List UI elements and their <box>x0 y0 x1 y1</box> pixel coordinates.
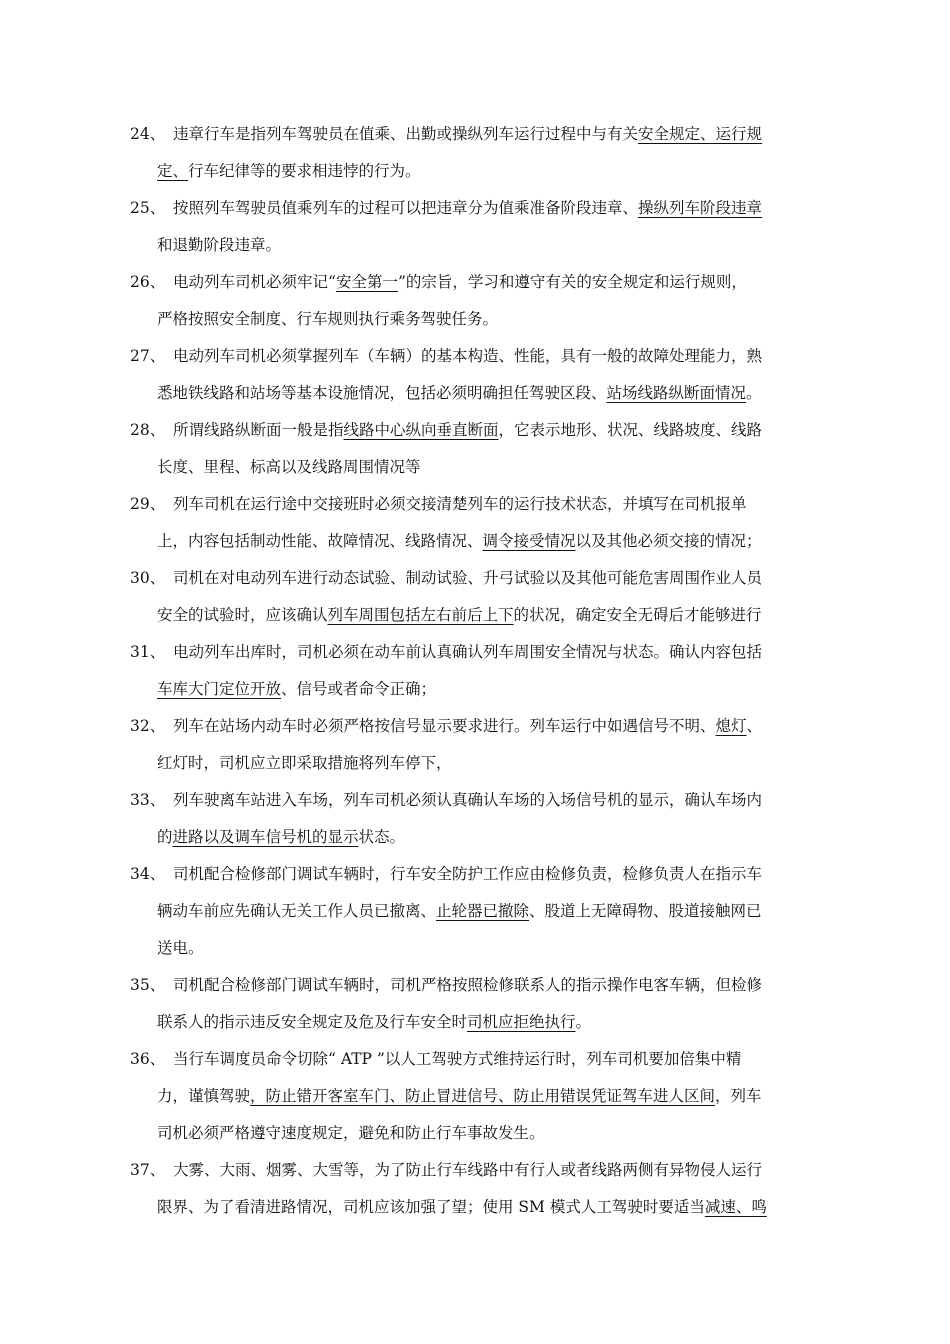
question-list <box>130 116 808 1226</box>
item-continuation-line <box>130 449 808 486</box>
item-number: 26、 <box>130 273 166 291</box>
item-text: 司机在对电动列车进行动态试验、制动试验、升弓试验以及其他可能危害周围作业人员 <box>173 569 763 587</box>
item-number: 37、 <box>130 1161 166 1179</box>
underlined-answer: 安全第一 <box>335 273 398 291</box>
item-continuation-line <box>130 1189 808 1226</box>
item-first-line <box>130 1041 808 1078</box>
item-text: 严格按照安全制度、行车规则执行乘务驾驶任务。 <box>157 310 499 328</box>
item-text: 力，谨慎驾驶 <box>157 1087 251 1105</box>
item-continuation-line <box>130 1004 808 1041</box>
item-text: ”的宗旨，学习和遵守有关的安全规定和运行规则， <box>397 273 747 291</box>
list-item <box>130 708 808 782</box>
list-item <box>130 634 808 708</box>
item-text: 司机必须严格遵守速度规定，避免和防止行车事故发生。 <box>157 1124 545 1142</box>
item-text: 限界、为了看清进路情况，司机应该加强了望；使用 SM 模式人工驾驶时要适当 <box>157 1198 705 1216</box>
underlined-answer: 线路中心纵向垂直断面 <box>343 421 499 439</box>
underlined-answer: 进路以及调车信号机的显示 <box>172 828 359 846</box>
item-text: 司机配合检修部门调试车辆时，行车安全防护工作应由检修负责，检修负责人在指示车 <box>173 865 763 883</box>
item-number: 33、 <box>130 791 166 809</box>
item-text: 上，内容包括制动性能、故障情况、线路情况、 <box>157 532 483 550</box>
list-item <box>130 412 808 486</box>
item-continuation-line <box>130 745 808 782</box>
item-continuation-line <box>130 597 808 634</box>
item-first-line <box>130 264 808 301</box>
underlined-answer: 止轮器已撤除 <box>436 902 530 920</box>
item-text: 。 <box>746 384 762 402</box>
underlined-answer: 车库大门定位开放 <box>157 680 282 698</box>
item-first-line <box>130 634 808 671</box>
item-text: 电动列车出库时，司机必须在动车前认真确认列车周围安全情况与状态。确认内容包括 <box>173 643 763 661</box>
item-text: 、 <box>746 717 763 735</box>
item-text: 以及其他必须交接的情况； <box>575 532 762 550</box>
item-number: 30、 <box>130 569 166 587</box>
item-text: 安全的试验时，应该确认 <box>157 606 328 624</box>
item-text: 的 <box>157 828 173 846</box>
item-text: 悉地铁线路和站场等基本设施情况，包括必须明确担任驾驶区段、 <box>157 384 607 402</box>
item-continuation-line <box>130 819 808 856</box>
list-item <box>130 782 808 856</box>
item-text: 送电。 <box>157 939 204 957</box>
item-text: 违章行车是指列车驾驶员在值乘、出勤或操纵列车运行过程中与有关 <box>173 125 639 143</box>
list-item <box>130 486 808 560</box>
item-text: 所谓线路纵断面一般是指 <box>173 421 344 439</box>
underlined-answer: 列车周围包括左右前后上下 <box>327 606 514 624</box>
list-item <box>130 338 808 412</box>
item-continuation-line <box>130 301 808 338</box>
underlined-answer: 熄灯 <box>715 717 747 735</box>
item-text: 的状况，确定安全无碍后才能够进行 <box>513 606 762 624</box>
item-continuation-line <box>130 1078 808 1115</box>
underlined-answer: 操纵列车阶段违章 <box>638 199 763 217</box>
item-text: 行车纪律等的要求相违悖的行为。 <box>188 162 421 180</box>
item-text: 大雾、大雨、烟雾、大雪等，为了防止行车线路中有行人或者线路两侧有异物侵人运行 <box>173 1161 763 1179</box>
item-first-line <box>130 190 808 227</box>
underlined-answer: 安全规定、运行规 <box>638 125 763 143</box>
list-item <box>130 264 808 338</box>
item-first-line <box>130 708 808 745</box>
item-text: 列车在站场内动车时必须严格按信号显示要求进行。列车运行中如遇信号不明、 <box>173 717 716 735</box>
item-number: 25、 <box>130 199 166 217</box>
item-text: 、股道上无障碍物、股道接触网已 <box>529 902 762 920</box>
list-item <box>130 856 808 967</box>
item-text: 长度、里程、标高以及线路周围情况等 <box>157 458 421 476</box>
item-first-line <box>130 782 808 819</box>
underlined-answer: 减速、鸣 <box>704 1198 767 1216</box>
item-number: 35、 <box>130 976 166 994</box>
item-number: 32、 <box>130 717 166 735</box>
list-item <box>130 967 808 1041</box>
item-continuation-line <box>130 930 808 967</box>
item-text: 红灯时，司机应立即采取措施将列车停下， <box>157 754 452 772</box>
item-number: 24、 <box>130 125 166 143</box>
underlined-answer: ，防止错开客室车门、防止冒进信号、防止用错误凭证驾车进人区间 <box>250 1087 716 1105</box>
item-text: 司机配合检修部门调试车辆时，司机严格按照检修联系人的指示操作电客车辆，但检修 <box>173 976 763 994</box>
item-first-line <box>130 116 808 153</box>
item-text: 列车司机在运行途中交接班时必须交接清楚列车的运行技术状态，并填写在司机报单 <box>173 495 747 513</box>
item-text: ，列车 <box>715 1087 762 1105</box>
item-first-line <box>130 560 808 597</box>
underlined-answer: 司机应拒绝执行 <box>467 1013 576 1031</box>
list-item <box>130 190 808 264</box>
item-number: 36、 <box>130 1050 166 1068</box>
underlined-answer: 调令接受情况 <box>482 532 576 550</box>
item-text: 按照列车驾驶员值乘列车的过程可以把违章分为值乘准备阶段违章、 <box>173 199 639 217</box>
underlined-answer: 站场线路纵断面情况 <box>606 384 747 402</box>
item-text: 辆动车前应先确认无关工作人员已撤离、 <box>157 902 437 920</box>
item-first-line <box>130 856 808 893</box>
item-number: 31、 <box>130 643 166 661</box>
item-continuation-line <box>130 375 808 412</box>
item-text: 当行车调度员命令切除“ ATP ”以人工驾驶方式维持运行时，列车司机要加倍集中精 <box>173 1050 742 1068</box>
item-number: 28、 <box>130 421 166 439</box>
item-number: 34、 <box>130 865 166 883</box>
item-continuation-line <box>130 671 808 708</box>
item-text: 电动列车司机必须牢记“ <box>173 273 336 291</box>
item-continuation-line <box>130 1115 808 1152</box>
item-first-line <box>130 1152 808 1189</box>
item-text: 、信号或者命令正确； <box>281 680 437 698</box>
item-first-line <box>130 412 808 449</box>
item-number: 27、 <box>130 347 166 365</box>
item-text: 。 <box>575 1013 592 1031</box>
list-item <box>130 116 808 190</box>
item-text: 列车驶离车站进入车场，列车司机必须认真确认车场的入场信号机的显示，确认车场内 <box>173 791 763 809</box>
item-continuation-line <box>130 893 808 930</box>
item-continuation-line <box>130 227 808 264</box>
item-text: 和退勤阶段违章。 <box>157 236 282 254</box>
item-text: 电动列车司机必须掌握列车（车辆）的基本构造、性能，具有一般的故障处理能力，熟 <box>173 347 763 365</box>
item-continuation-line <box>130 523 808 560</box>
list-item <box>130 560 808 634</box>
item-number: 29、 <box>130 495 166 513</box>
item-first-line <box>130 486 808 523</box>
item-text: 联系人的指示违反安全规定及危及行车安全时 <box>157 1013 468 1031</box>
list-item <box>130 1041 808 1152</box>
item-first-line <box>130 967 808 1004</box>
item-first-line <box>130 338 808 375</box>
item-text: 状态。 <box>358 828 406 846</box>
item-text: ，它表示地形、状况、线路坡度、线路 <box>498 421 763 439</box>
underlined-answer: 定、 <box>157 162 189 180</box>
item-continuation-line <box>130 153 808 190</box>
list-item <box>130 1152 808 1226</box>
